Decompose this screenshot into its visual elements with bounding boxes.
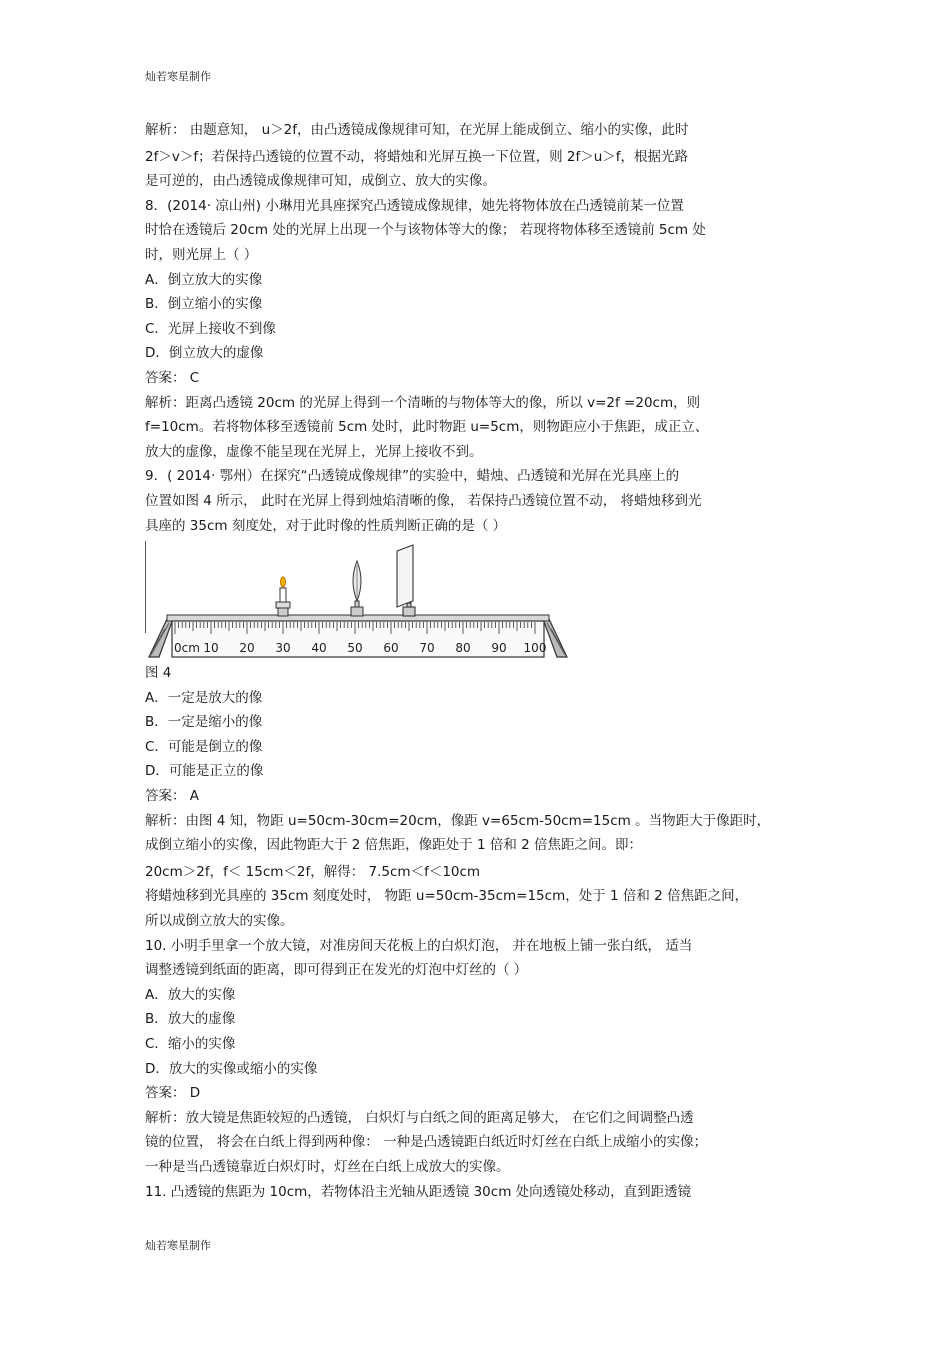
option-c: C．可能是倒立的像: [145, 738, 263, 755]
option-d: D．可能是正立的像: [145, 763, 264, 780]
option-a: A．倒立放大的实像: [145, 271, 263, 288]
text-line: 位置如图 4 所示， 此时在光屏上得到烛焰清晰的像， 若保持凸透镜位置不动， 将蜡烛移到光: [145, 492, 702, 509]
optical-bench-figure: [145, 541, 575, 659]
text-line: 解析： 由题意知， u＞2f，由凸透镜成像规律可知，在光屏上能成倒立、缩小的实像，此时: [145, 122, 689, 138]
convex-lens: [351, 561, 363, 616]
ruler-tick-label: 40: [311, 641, 327, 656]
question-11-stem: 11. 凸透镜的焦距为 10cm，若物体沿主光轴从距透镜 30cm 处向透镜处移动，直到距透镜: [145, 1183, 692, 1200]
analysis-line: 解析：放大镜是焦距较短的凸透镜， 白炽灯与白纸之间的距离足够大， 在它们之间调整凸透: [145, 1109, 694, 1126]
ruler-tick-label: 50: [347, 641, 363, 656]
option-c: C．缩小的实像: [145, 1036, 236, 1052]
analysis-line: 所以成倒立放大的实像。: [145, 913, 294, 930]
analysis-line: 一种是当凸透镜靠近白炽灯时，灯丝在白纸上成放大的实像。: [145, 1158, 510, 1175]
option-d: D．倒立放大的虚像: [145, 345, 264, 362]
option-a: A．放大的实像: [145, 986, 236, 1003]
page-footer: 灿若寒星制作: [145, 1239, 211, 1252]
text-line: 2f＞v＞f；若保持凸透镜的位置不动，将蜡烛和光屏互换一下位置，则 2f＞u＞f，根据光路: [145, 148, 689, 165]
analysis-line: 20cm＞2f，f＜ 15cm＜2f，解得： 7.5cm＜f＜10cm: [145, 863, 481, 880]
answer: 答案： C: [145, 369, 200, 386]
ruler-tick-label: 70: [419, 641, 435, 656]
analysis-line: 解析：由图 4 知，物距 u=50cm-30cm=20cm，像距 v=65cm-50cm=15cm 。当物距大于像距时，: [145, 812, 771, 829]
question-10-stem: 10. 小明手里拿一个放大镜，对准房间天花板上的白炽灯泡， 并在地板上铺一张白纸， 适当: [145, 937, 693, 954]
ruler-tick-label: 30: [275, 641, 291, 656]
text-line: 时，则光屏上（ ）: [145, 246, 258, 263]
ruler-tick-label: 20: [239, 641, 255, 656]
ruler-tick-label: 10: [203, 641, 219, 656]
option-d: D．放大的实像或缩小的实像: [145, 1060, 318, 1077]
ruler-tick-label: 90: [491, 641, 507, 656]
analysis-line: 解析：距离凸透镜 20cm 的光屏上得到一个清晰的与物体等大的像，所以 v=2f =20cm，则: [145, 394, 701, 411]
text-line: 时恰在透镜后 20cm 处的光屏上出现一个与该物体等大的像； 若现将物体移至透镜前 5cm 处: [145, 222, 706, 239]
option-b: B．倒立缩小的实像: [145, 296, 263, 313]
page-header: 灿若寒星制作: [145, 70, 211, 83]
right-stand: [543, 619, 567, 657]
document-body: [145, 118, 810, 1204]
option-b: B．放大的虚像: [145, 1011, 236, 1028]
answer: 答案： A: [145, 788, 200, 805]
analysis-line: f=10cm。若将物体移至透镜前 5cm 处时，此时物距 u=5cm，则物距应小于焦距，成正立、: [145, 419, 709, 436]
option-a: A．一定是放大的像: [145, 689, 263, 706]
left-stand: [149, 619, 173, 657]
analysis-line: 放大的虚像，虚像不能呈现在光屏上，光屏上接收不到。: [145, 443, 483, 460]
text-line: 调整透镜到纸面的距离，即可得到正在发光的灯泡中灯丝的（ ）: [145, 962, 528, 979]
ruler-tick-label: 100: [523, 641, 547, 656]
question-9-stem: 9．( 2014· 鄂州）在探究“凸透镜成像规律”的实验中，蜡烛、凸透镜和光屏在光具座上的: [145, 468, 680, 485]
light-screen: [397, 545, 415, 616]
ruler-tick-label: 0cm: [174, 641, 200, 656]
text-line: 是可逆的，由凸透镜成像规律可知，成倒立、放大的实像。: [145, 173, 496, 190]
option-c: C．光屏上接收不到像: [145, 320, 276, 337]
analysis-line: 镜的位置， 将会在白纸上得到两种像： 一种是凸透镜距白纸近时灯丝在白纸上成缩小的实像；: [145, 1134, 708, 1151]
question-8-stem: 8．(2014· 凉山州) 小琳用光具座探究凸透镜成像规律，她先将物体放在凸透镜前某一位置: [145, 197, 684, 214]
answer: 答案： D: [145, 1085, 201, 1102]
candle: [276, 577, 290, 616]
ruler-tick-label: 60: [383, 641, 399, 656]
analysis-line: 成倒立缩小的实像，因此物距大于 2 倍焦距，像距处于 1 倍和 2 倍焦距之间。即：: [145, 837, 643, 854]
figure-caption: 图 4: [145, 665, 172, 682]
optical-bench-drawing: [145, 541, 575, 659]
ruler-tick-label: 80: [455, 641, 471, 656]
analysis-line: 将蜡烛移到光具座的 35cm 刻度处时， 物距 u=50cm-35cm=15cm，处于 1 倍和 2 倍焦距之间，: [145, 888, 749, 905]
text-line: 具座的 35cm 刻度处，对于此时像的性质判断正确的是（ ）: [145, 517, 507, 534]
option-b: B．一定是缩小的像: [145, 714, 263, 731]
